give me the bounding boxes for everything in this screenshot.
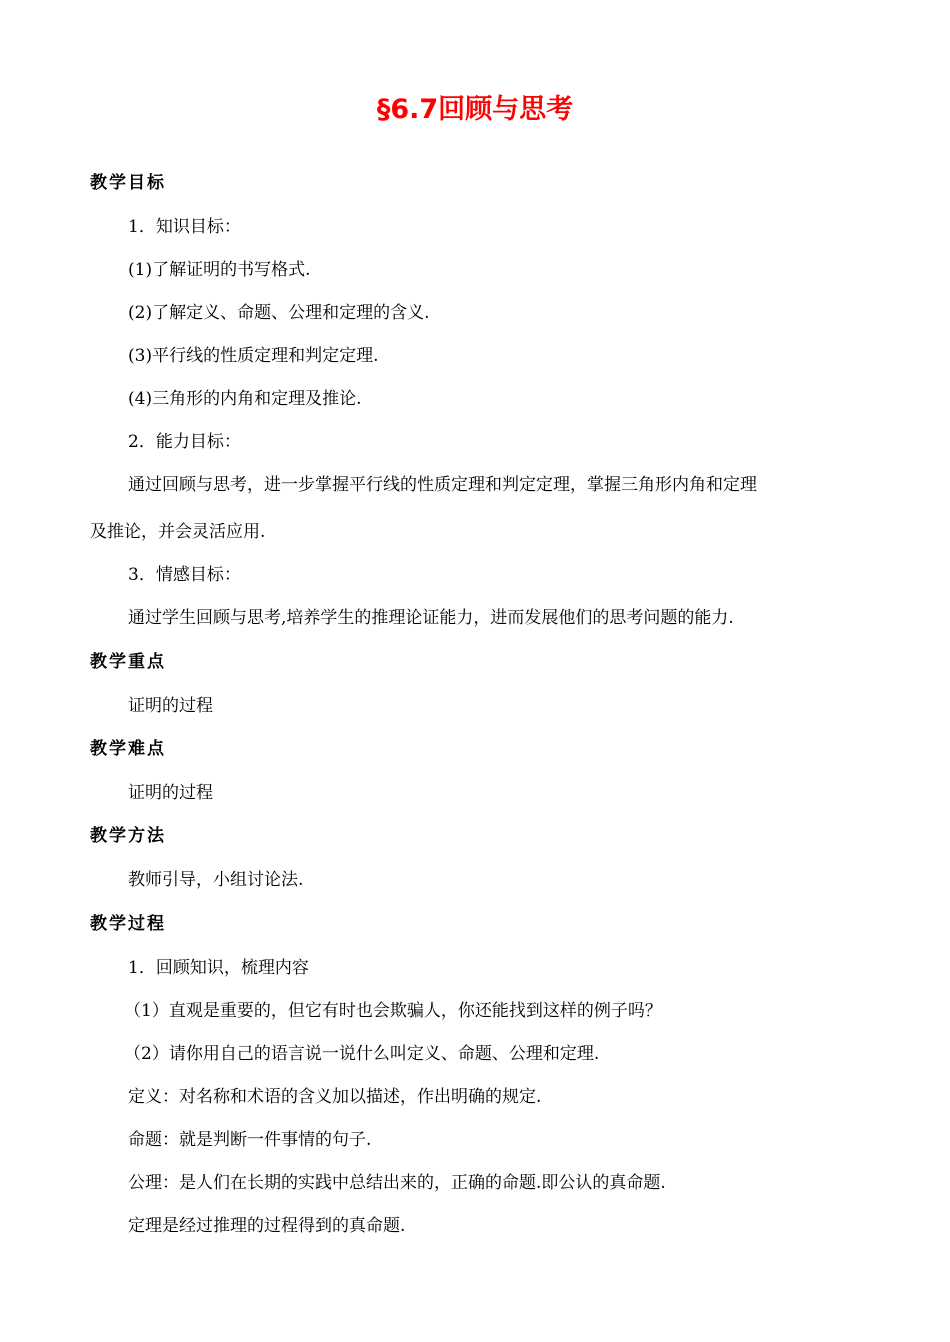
ability-objective-label: 2．能力目标： <box>128 432 241 452</box>
knowledge-item: (3)平行线的性质定理和判定定理. <box>128 346 379 366</box>
proposition-text: 命题：就是判断一件事情的句子. <box>128 1130 372 1150</box>
method-text: 教师引导，小组讨论法. <box>128 870 304 890</box>
emotion-objective-label: 3．情感目标： <box>128 565 241 585</box>
ability-objective-text: 通过回顾与思考，进一步掌握平行线的性质定理和判定定理，掌握三角形内角和定理 <box>128 475 757 495</box>
process-step-title: 1．回顾知识，梳理内容 <box>128 958 309 978</box>
ability-objective-text-continued: 及推论，并会灵活应用. <box>90 522 266 542</box>
emotion-objective-text: 通过学生回顾与思考,培养学生的推理论证能力，进而发展他们的思考问题的能力. <box>128 608 734 628</box>
definition-text: 定义：对名称和术语的含义加以描述，作出明确的规定. <box>128 1087 542 1107</box>
key-point-text: 证明的过程 <box>128 696 213 716</box>
section-heading-process: 教学过程 <box>90 914 166 934</box>
knowledge-item: (2)了解定义、命题、公理和定理的含义. <box>128 303 430 323</box>
process-question: （1）直观是重要的，但它有时也会欺骗人，你还能找到这样的例子吗？ <box>124 1001 662 1021</box>
knowledge-objective-label: 1．知识目标： <box>128 217 241 237</box>
difficulty-text: 证明的过程 <box>128 783 213 803</box>
section-heading-objectives: 教学目标 <box>90 173 166 193</box>
section-heading-key-point: 教学重点 <box>90 652 166 672</box>
axiom-text: 公理：是人们在长期的实践中总结出来的，正确的命题.即公认的真命题. <box>128 1173 666 1193</box>
section-heading-difficulty: 教学难点 <box>90 739 166 759</box>
process-question: （2）请你用自己的语言说一说什么叫定义、命题、公理和定理. <box>124 1044 600 1064</box>
section-heading-method: 教学方法 <box>90 826 166 846</box>
theorem-text: 定理是经过推理的过程得到的真命题. <box>128 1216 406 1236</box>
knowledge-item: (1)了解证明的书写格式. <box>128 260 311 280</box>
knowledge-item: (4)三角形的内角和定理及推论. <box>128 389 362 409</box>
page-title: §6.7回顾与思考 <box>376 94 574 125</box>
